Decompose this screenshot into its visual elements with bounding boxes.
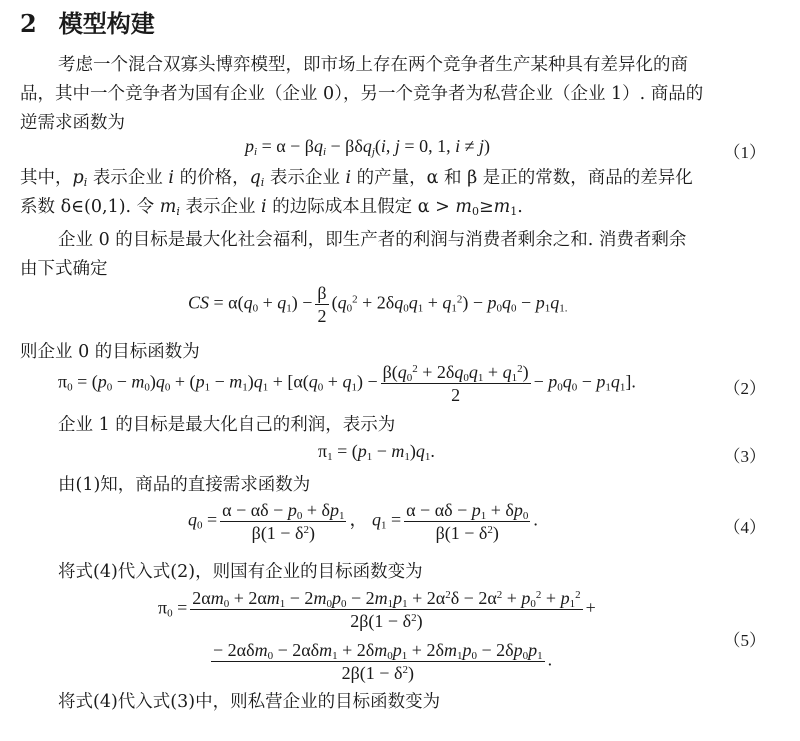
paragraph-line: 逆需求函数为	[20, 113, 125, 133]
paragraph-line: 将式(4)代入式(2)，则国有企业的目标函数变为	[58, 562, 423, 582]
equation-number: （5）	[723, 631, 766, 650]
equation-number: （3）	[723, 447, 766, 466]
section-title: 模型构建	[58, 9, 155, 38]
section-number: 2	[20, 9, 37, 38]
paragraph-line: 由下式确定	[20, 259, 108, 279]
equation-2: $\pi_0 = (p_0 - m_0)q_0 + (p_1 - m_1)q_1 + [\alpha(q_0 + q_1)$ − $\frac{\beta(q_0^2 + 2\delta q_0q_1 + q_1^2)}{2}$ − $p_0q_0 - p_1q_1$].	[58, 362, 636, 405]
paragraph-line: 则企业 0 的目标函数为	[20, 342, 200, 362]
equation-1: $p_i = \alpha - \beta q_i - \beta\delta q_j(i$, j = 0, 1, i ≠ j)	[245, 136, 490, 158]
equation-number: （4）	[723, 518, 766, 537]
section-heading	[20, 4, 155, 39]
paragraph-line: 系数 δ∈(0,1). 令 $m_i$ 表示企业 i 的边际成本且假定 $\alpha > m_0\ge m_1$.	[20, 197, 523, 218]
equation-number: （2）	[723, 379, 766, 398]
paragraph-line: 考虑一个混合双寡头博弈模型，即市场上存在两个竞争者生产某种具有差异化的商	[58, 55, 688, 75]
paragraph-line: 将式(4)代入式(3)中，则私营企业的目标函数变为	[58, 692, 441, 712]
equation-5-line-2: $\frac{- 2\alpha\delta m_0 - 2\alpha\delta m_1 + 2\delta m_0p_1 + 2\delta m_1p_0 - 2\delta p_0p_1}{2\beta(1 - \delta^2)}$ .	[213, 640, 553, 683]
paragraph-line: 企业 1 的目标是最大化自己的利润，表示为	[58, 415, 396, 435]
equation-3: $\pi_1 = (p_1 - m_1)q_1$.	[318, 441, 435, 463]
paragraph-line: 品，其中一个竞争者为国有企业（企业 0），另一个竞争者为私营企业（企业 1）. 商品的	[20, 84, 704, 104]
paragraph-line: 企业 0 的目标是最大化社会福利，即生产者的利润与消费者剩余之和. 消费者剩余	[58, 230, 687, 250]
equation-4: $q_0$ = $\frac{\alpha - \alpha\delta - p_0 + \delta p_1}{\beta(1 - \delta^2)}$ ， $q_1$ = $\frac{\alpha - \alpha\delta - p_1 + \delta p_0}{\beta(1 - \delta^2)}$ .	[188, 500, 538, 543]
consumer-surplus-equation: CS = $\alpha(q_0 + q_1)$ − $\frac{\beta}{2}$ $(q_0^2 + 2\delta q_0q_1 + q_1^2) - p_0q_0 - p_1q_{1.}$	[188, 283, 568, 326]
paragraph-line: 其中，$p_i$ 表示企业 i 的价格，$q_i$ 表示企业 i 的产量，α 和 β 是正的常数，商品的差异化	[20, 168, 693, 189]
equation-5-line-1: $\pi_0$ = $\frac{2\alpha m_0 + 2\alpha m_1 - 2m_0p_0 - 2m_1p_1 + 2\alpha^2\delta - 2\alpha^2 + p_0^2 + p_1^2}{2\beta(1 - \delta^2)}$ +	[158, 588, 596, 631]
paragraph-line: 由(1)知，商品的直接需求函数为	[58, 475, 311, 495]
equation-number: （1）	[723, 143, 766, 162]
